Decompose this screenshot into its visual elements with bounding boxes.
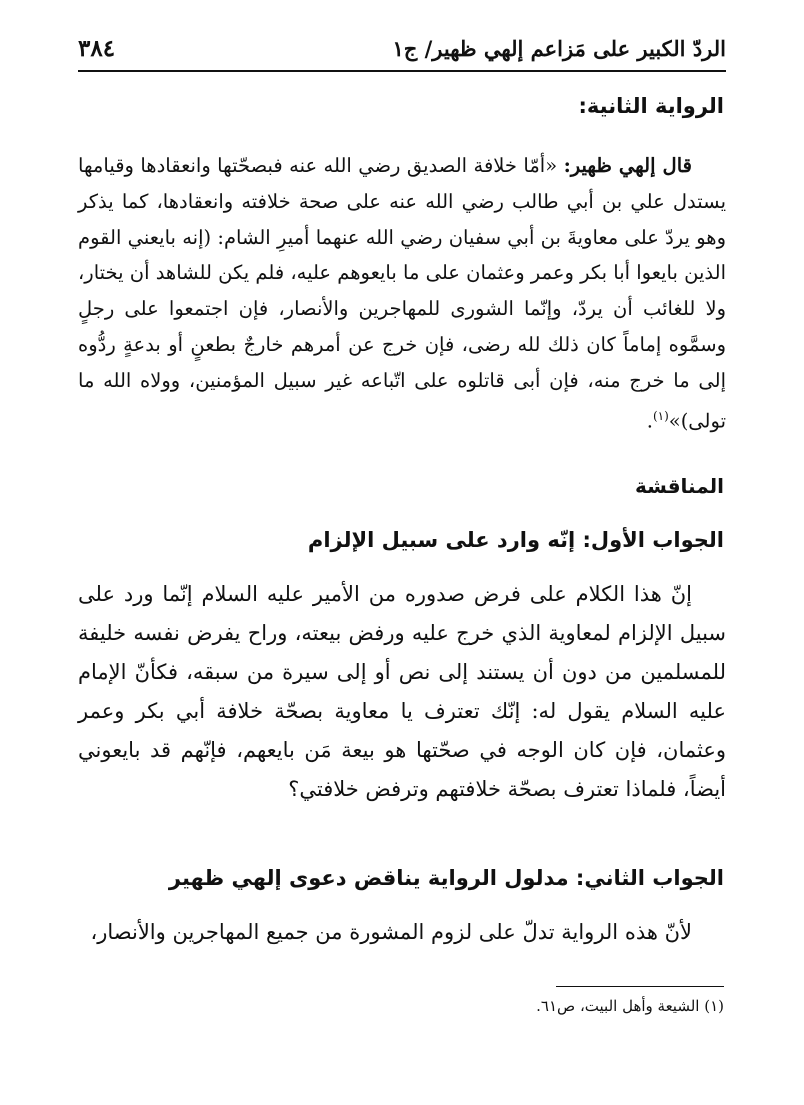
footnote-reference: (١) bbox=[652, 408, 669, 423]
footnote-separator bbox=[556, 986, 724, 987]
munaqasha-heading: المناقشة bbox=[634, 474, 724, 498]
footnote: (١) الشيعة وأهل البيت، ص٦١. bbox=[536, 997, 724, 1015]
quote-body: «أمّا خلافة الصديق رضي الله عنه فبصحّتها وانعقادها وقيامها يستدل علي بن أبي طالب رضي الله عنه على صحة خلافته وانعقادها، كما يذكر وهو يردّ على معاويةَ بن أبي سفيان رضي الله عنهما أميرِ الشام: (إنه بايعني القوم الذين بايعوا أبا بكر وعمر وعثمان على ما بايعوهم عليه، فلم يكن للشاهد أن يختار، ولا للغائب أن يردّ، وإنّما الشورى للمهاجرين والأنصار، فإن اجتمعوا على رجلٍ وسمَّوه إماماً كان ذلك لله رضى، فإن خرج عن أمرهم خارجٌ بطعنٍ أو بدعةٍ ردُّوه إلى ما خرج منه، فإن أبى قاتلوه على اتّباعه غير سبيل المؤمنين، وولاه الله ما تولى)» bbox=[78, 154, 726, 433]
answer-two-text: لأنّ هذه الرواية تدلّ على لزوم المشورة من جميع المهاجرين والأنصار، bbox=[90, 920, 692, 944]
quote-end: . bbox=[646, 409, 653, 433]
running-title: الردّ الكبير على مَزاعم إلهي ظهير/ ج١ bbox=[392, 35, 726, 61]
answer-one-heading: الجواب الأول: إنّه وارد على سبيل الإلزام bbox=[307, 528, 724, 552]
quote-lead: قال إلهي ظهير: bbox=[563, 154, 692, 177]
riwaya-heading: الرواية الثانية: bbox=[578, 94, 724, 118]
answer-two-heading: الجواب الثاني: مدلول الرواية يناقض دعوى إلهي ظهير bbox=[168, 866, 724, 890]
page-header bbox=[78, 26, 726, 72]
quote-paragraph bbox=[78, 148, 726, 439]
answer-one-text: إنّ هذا الكلام على فرض صدوره من الأمير عليه السلام إنّما ورد على سبيل الإلزام لمعاوية الذي خرج عليه ورفض بيعته، وراح يفرض نفسه خليفة للمسلمين من دون أن يستند إلى نص أو إلى سيرة من سبقه، فكأنّ الإمام عليه السلام يقول له: إنّك تعترف يا معاوية بصحّة خلافة أبي بكر وعمر وعثمان، فإن كان الوجه في صحّتها هو بيعة مَن بايعهم، فإنّهم قد بايعوني أيضاً، فلماذا تعترف بصحّة خلافتهم وترفض خلافتي؟ bbox=[78, 582, 726, 801]
page-number: ٣٨٤ bbox=[78, 34, 116, 62]
answer-one-paragraph bbox=[78, 575, 726, 809]
answer-two-paragraph bbox=[78, 913, 726, 952]
